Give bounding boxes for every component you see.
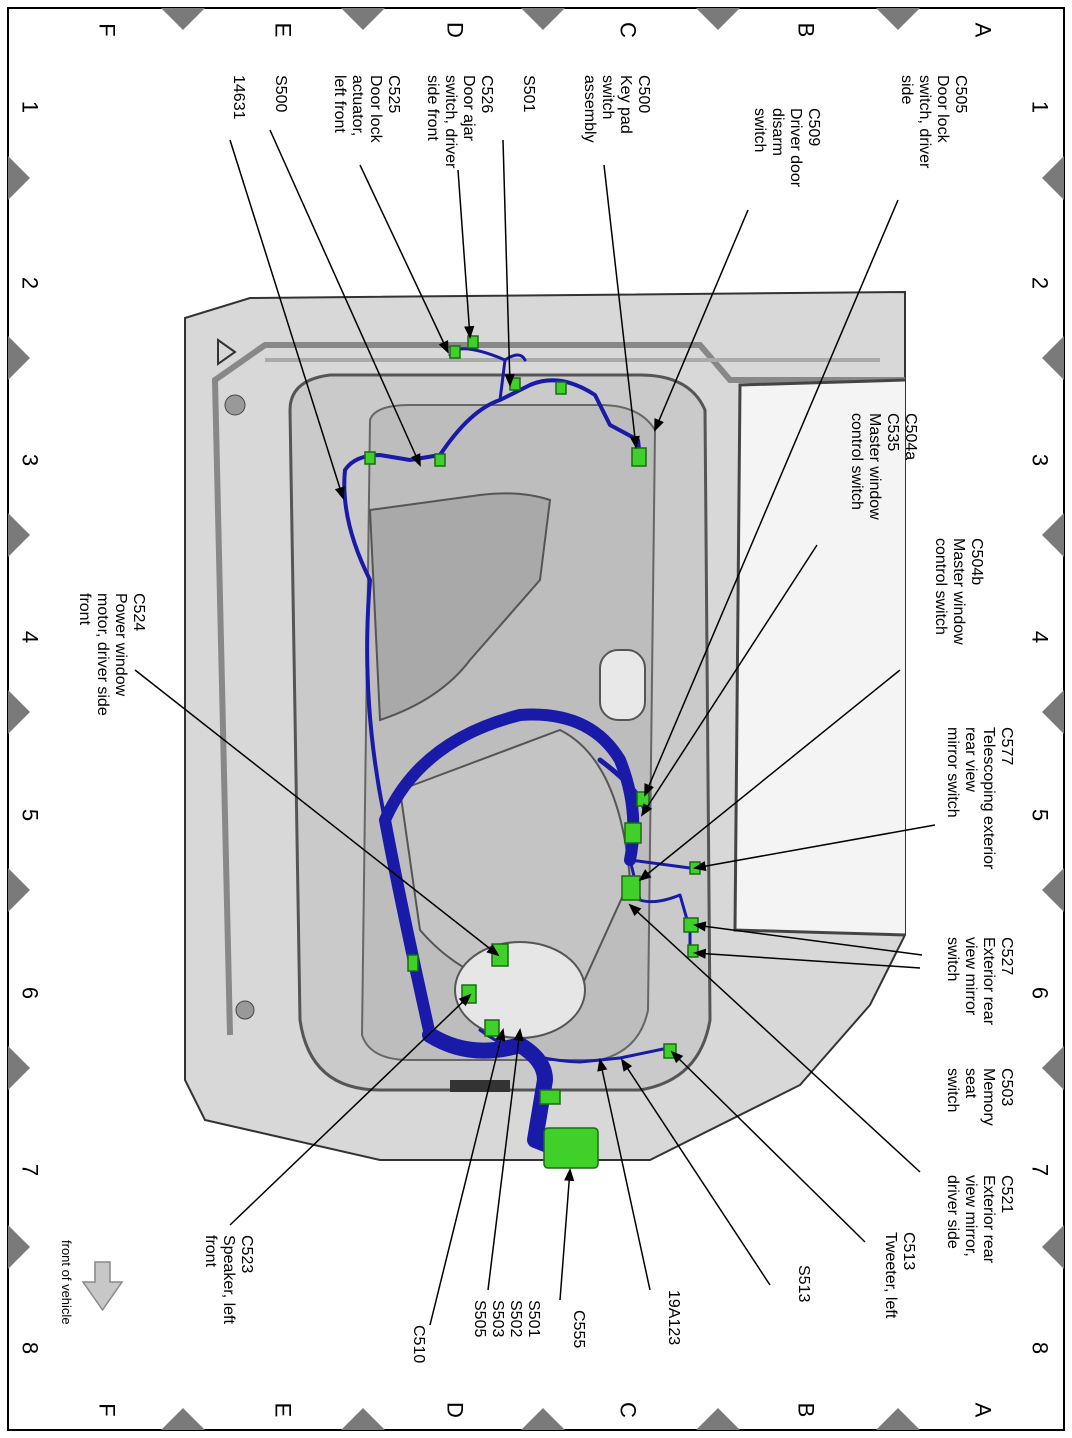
- callout-line: C523: [238, 1235, 255, 1274]
- callout-line: view mirror,: [962, 1175, 979, 1257]
- grid-row-label: A: [970, 22, 996, 38]
- callout-s513: [795, 1265, 812, 1302]
- border-marker: [876, 1408, 920, 1430]
- callout-s500: [272, 75, 289, 112]
- callout-line: Master window: [866, 413, 883, 520]
- grid-column-label: 8: [17, 1341, 43, 1355]
- callout-line: switch, driver: [442, 75, 459, 169]
- callout-c523: [202, 1235, 255, 1325]
- grid-column-label: 3: [1027, 453, 1053, 467]
- callout-line: S502: [507, 1300, 524, 1338]
- border-marker: [341, 1408, 385, 1430]
- grid-row-label: E: [270, 1402, 296, 1418]
- callout-line: control switch: [848, 413, 865, 510]
- callout-line: seat: [962, 1068, 979, 1099]
- callout-line: control switch: [932, 538, 949, 635]
- border-marker: [341, 8, 385, 30]
- border-marker: [1042, 513, 1064, 557]
- callout-line: view mirror: [962, 937, 979, 1016]
- callout-line: S505: [471, 1300, 488, 1338]
- grid-column-label: 7: [1027, 1163, 1053, 1177]
- callout-line: C577: [998, 727, 1015, 766]
- callout-s501_top: [520, 75, 537, 112]
- border-marker: [1042, 868, 1064, 912]
- callout-line: disarm: [769, 108, 786, 157]
- callout-line: Door lock: [934, 75, 951, 143]
- border-marker: [1042, 1046, 1064, 1090]
- callout-line: motor, driver side: [94, 593, 111, 716]
- callout-line: assembly: [581, 75, 598, 143]
- border-marker: [8, 513, 30, 557]
- callout-c504a: [848, 413, 919, 520]
- border-marker: [521, 1408, 565, 1430]
- callout-line: switch: [599, 75, 616, 120]
- callout-c526: [424, 75, 495, 169]
- border-marker: [8, 1225, 30, 1269]
- callout-line: C503: [998, 1068, 1015, 1107]
- callout-line: Exterior rear: [980, 937, 997, 1026]
- callout-line: S513: [795, 1265, 812, 1303]
- grid-row-label: C: [615, 1402, 641, 1418]
- grid-column-label: 8: [1027, 1341, 1053, 1355]
- callout-line: switch: [944, 1068, 961, 1113]
- grid-row-label: D: [442, 22, 468, 38]
- grid-row-label: E: [270, 22, 296, 38]
- callout-line: front: [76, 593, 93, 626]
- callout-line: C527: [998, 937, 1015, 976]
- callout-line: actuator,: [349, 75, 366, 137]
- border-marker: [1042, 156, 1064, 200]
- callout-line: switch: [751, 108, 768, 153]
- callout-s_group: [471, 1300, 542, 1337]
- callout-c504b: [932, 538, 985, 645]
- border-marker: [521, 8, 565, 30]
- callout-line: Key pad: [617, 75, 634, 134]
- border-marker: [1042, 336, 1064, 380]
- border-marker: [876, 8, 920, 30]
- callout-line: left front: [331, 75, 348, 133]
- callout-line: S500: [272, 75, 289, 113]
- callout-line: S501: [520, 75, 537, 113]
- border-marker: [1042, 690, 1064, 734]
- callout-line: Master window: [950, 538, 967, 645]
- callout-line: driver side: [944, 1175, 961, 1249]
- border-marker: [161, 8, 205, 30]
- border-marker: [8, 336, 30, 380]
- callout-line: C555: [570, 1310, 587, 1349]
- callout-line: switch, driver: [916, 75, 933, 169]
- callout-n19a123: [665, 1290, 682, 1345]
- grid-row-label: F: [94, 23, 120, 37]
- callout-line: Tweeter, left: [882, 1232, 899, 1319]
- callout-n14631: [230, 75, 247, 120]
- callout-line: side front: [424, 75, 441, 141]
- callout-line: Speaker, left: [220, 1235, 237, 1324]
- grid-column-label: 2: [1027, 276, 1053, 290]
- border-marker: [696, 1408, 740, 1430]
- grid-column-label: 4: [1027, 630, 1053, 644]
- callout-c555: [570, 1310, 587, 1348]
- callout-line: S501: [525, 1300, 542, 1338]
- callout-line: C513: [900, 1232, 917, 1271]
- callout-line: C521: [998, 1175, 1015, 1214]
- grid-column-label: 5: [1027, 808, 1053, 822]
- grid-column-label: 6: [17, 986, 43, 1000]
- callout-line: Door lock: [367, 75, 384, 143]
- callout-line: C504a: [902, 413, 919, 461]
- grid-column-label: 1: [17, 100, 43, 114]
- callout-c510: [410, 1325, 427, 1363]
- grid-column-label: 7: [17, 1163, 43, 1177]
- callout-c527: [944, 937, 1015, 1026]
- callout-c503: [944, 1068, 1015, 1126]
- leader-arrowhead: [565, 1170, 573, 1180]
- callout-line: Exterior rear: [980, 1175, 997, 1264]
- border-marker: [8, 156, 30, 200]
- callout-c509: [751, 108, 822, 188]
- grid-column-label: 2: [17, 276, 43, 290]
- grid-column-label: 1: [1027, 100, 1053, 114]
- callout-c577: [944, 727, 1015, 870]
- orientation-text: front of vehicle: [59, 1240, 74, 1325]
- callout-line: C526: [478, 75, 495, 114]
- callout-line: rear view: [962, 727, 979, 792]
- down-arrow-icon: [83, 1262, 122, 1310]
- grid-column-label: 6: [1027, 986, 1053, 1000]
- callout-line: switch: [944, 937, 961, 982]
- callout-line: Memory: [980, 1068, 997, 1126]
- callout-line: side: [898, 75, 915, 105]
- callout-line: C510: [410, 1325, 427, 1364]
- grid-row-label: C: [615, 22, 641, 38]
- front-of-vehicle-label: [59, 1240, 74, 1325]
- border-marker: [1042, 1225, 1064, 1269]
- grid-row-label: D: [442, 1402, 468, 1418]
- callout-c505: [898, 75, 969, 169]
- callout-line: Telescoping exterior: [980, 727, 997, 870]
- callout-line: C505: [952, 75, 969, 114]
- callout-c525: [331, 75, 402, 144]
- grid-row-label: A: [970, 1402, 996, 1418]
- callout-c500: [581, 75, 652, 143]
- border-marker: [696, 8, 740, 30]
- door-panel-drawing: [185, 292, 905, 1160]
- grid-row-label: B: [793, 22, 819, 38]
- grid-row-label: F: [94, 1403, 120, 1417]
- grid-column-label: 4: [17, 630, 43, 644]
- callout-line: 14631: [230, 75, 247, 120]
- callout-line: 19A123: [665, 1290, 682, 1346]
- callout-line: C524: [130, 593, 147, 632]
- callout-c524: [76, 593, 147, 716]
- grid-row-label: B: [793, 1402, 819, 1418]
- callout-line: C535: [884, 413, 901, 452]
- callout-line: C500: [635, 75, 652, 114]
- border-marker: [161, 1408, 205, 1430]
- callout-line: Driver door: [787, 108, 804, 188]
- border-marker: [8, 690, 30, 734]
- border-marker: [8, 868, 30, 912]
- grid-column-label: 5: [17, 808, 43, 822]
- grid-column-label: 3: [17, 453, 43, 467]
- border-marker: [8, 1046, 30, 1090]
- callout-c513: [882, 1232, 917, 1319]
- callout-line: S503: [489, 1300, 506, 1338]
- callout-line: Door ajar: [460, 75, 477, 141]
- callout-line: C525: [385, 75, 402, 114]
- callout-line: front: [202, 1235, 219, 1268]
- callout-line: Power window: [112, 593, 129, 697]
- callout-c521: [944, 1175, 1015, 1264]
- callout-line: mirror switch: [944, 727, 961, 818]
- callout-line: C504b: [968, 538, 985, 586]
- leader-line: [560, 1170, 570, 1300]
- callout-line: C509: [805, 108, 822, 147]
